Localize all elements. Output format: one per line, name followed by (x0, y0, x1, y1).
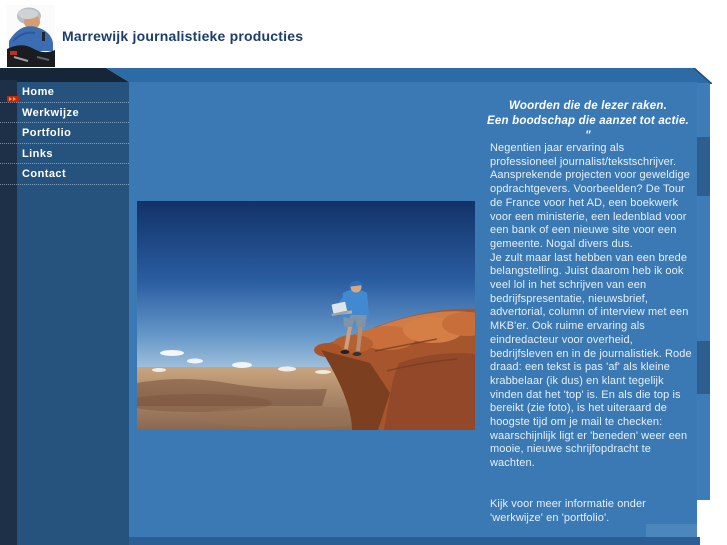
sidebar-item-label: Links (22, 147, 53, 160)
sidebar-item-home[interactable] (0, 82, 129, 103)
sidebar-item-werkwijze[interactable] (0, 103, 129, 124)
sidebar-item-label: Contact (22, 168, 67, 180)
tagline-line-1: Woorden die de lezer raken. (509, 100, 667, 112)
tagline (483, 99, 693, 144)
intro-text (490, 142, 694, 525)
panel-edge-block (697, 196, 710, 341)
intro-paragraph: Negentien jaar ervaring als professioneel journalist/tekstschrijver. Aansprekende projecten voor geweldige opdrachtgevers. Voorbeelden? De Tour de France voor het AD, een boekwerk voor een ministerie, een ledenblad voor een bank of een nieuwe site voor een gemeente. Nogal divers dus. (490, 142, 690, 250)
panel-edge-block (697, 341, 710, 394)
site-title: Marrewijk journalistieke producties (62, 28, 304, 44)
nav-list (0, 82, 129, 185)
body-paragraph: Je zult maar last hebben van een brede belangstelling. Juist daarom heb ik ook veel lol in het schrijven van een bedrijfspresentatie, nieuwsbrief, advertorial, column of interview met een MKB'er. Ook ruime ervaring als eindredacteur voor overheid, bedrijfsleven en in de journalistiek. Rode draad: een tekst is pas 'af' als kleine krabbelaar (ik dus) en klant tegelijk vinden dat het 'top' is. En als die top is bereikt (zie foto), is het uiteraard de hoogste tijd om je mail te checken: waarschijnlijk ligt er 'beneden' weer een mooie, nieuwe schrijfopdracht te wachten. (490, 251, 692, 470)
sidebar-item-label: Werkwijze (22, 106, 80, 119)
sidebar-item-portfolio[interactable] (0, 123, 129, 144)
corner-highlight (646, 524, 697, 537)
man-on-motorcycle-illustration (7, 5, 55, 67)
panel-edge-block (697, 394, 710, 500)
panel-edge-block (697, 83, 710, 137)
hero-photo (137, 201, 475, 430)
sidebar-item-label: Home (22, 86, 55, 98)
panel-edge-block (697, 137, 710, 196)
sidebar-item-links[interactable] (0, 144, 129, 165)
sidebar-item-label: Portfolio (22, 127, 72, 139)
tagline-line-2: Een boodschap die aanzet tot actie. " (487, 115, 689, 142)
logo-photo[interactable] (7, 5, 55, 67)
sidebar-item-contact[interactable] (0, 164, 129, 185)
bottom-band (129, 537, 700, 545)
footer-note: Kijk voor meer informatie onder 'werkwijze' en 'portfolio'. (490, 497, 646, 524)
